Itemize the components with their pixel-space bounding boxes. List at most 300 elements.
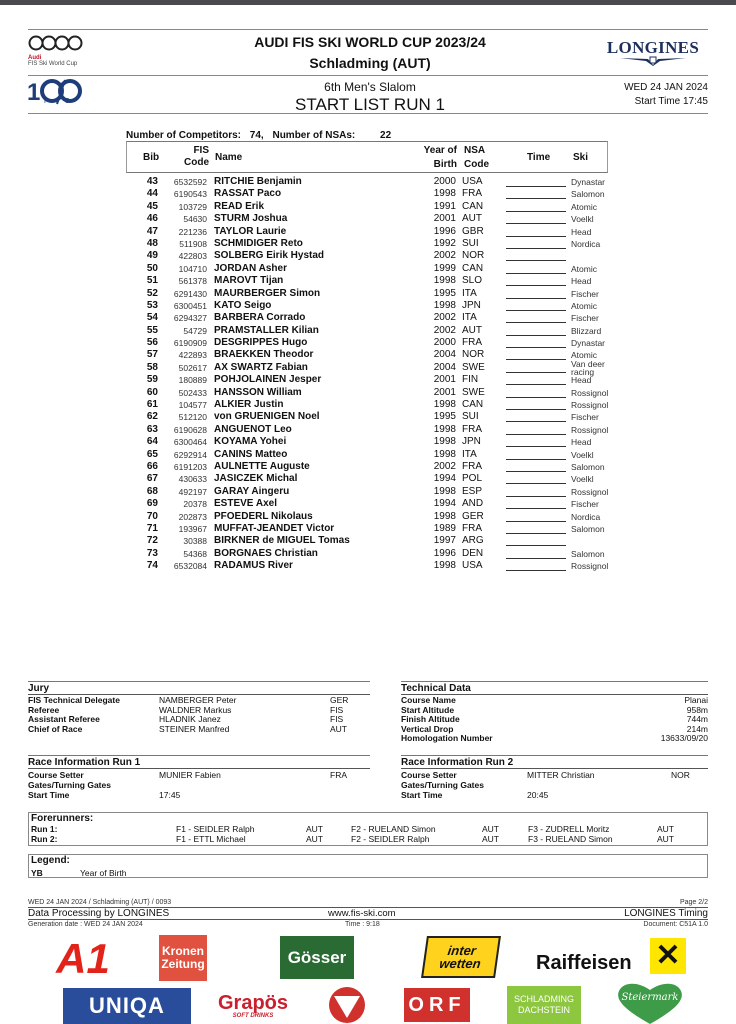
- jury-name: HLADNIK Janez: [159, 714, 221, 724]
- fis-code: 193967: [178, 523, 207, 534]
- audi-label: Audi: [28, 55, 42, 61]
- bib: 55: [146, 324, 158, 336]
- list-title: START LIST RUN 1: [295, 95, 445, 114]
- bib: 53: [146, 299, 158, 311]
- nsas-label: Number of NSAs:: [272, 130, 356, 141]
- competitors-summary: [126, 130, 391, 141]
- fis-code: 6532592: [173, 177, 207, 187]
- table-row: [126, 473, 616, 485]
- fis-code: 54729: [183, 325, 207, 336]
- footer-time: Time : 9:18: [345, 921, 380, 928]
- table-row: [126, 325, 616, 337]
- raiffeisen-cross-icon: ✕: [650, 938, 686, 974]
- ski-brand: Atomic: [571, 263, 597, 274]
- footer-reference: WED 24 JAN 2024 / Schladming (AUT) / 0093: [28, 899, 172, 906]
- jury-nation: GER: [330, 695, 349, 705]
- sponsor-goesser-logo: Gösser: [280, 936, 354, 979]
- fis-code: 6191203: [173, 461, 207, 472]
- event-title: AUDI FIS SKI WORLD CUP 2023/24: [254, 34, 486, 50]
- time-field: [506, 250, 566, 261]
- bib: 48: [146, 237, 158, 249]
- nsa-code: ITA: [462, 287, 477, 299]
- athlete-name: RADAMUS River: [214, 560, 293, 572]
- bib: 71: [146, 522, 158, 534]
- nsa-code: GBR: [462, 225, 484, 237]
- year-of-birth: 1997: [433, 535, 456, 547]
- competitors-label: Number of Competitors:: [126, 130, 241, 141]
- footer-rule-2: [28, 919, 708, 920]
- longines-wings-icon: [620, 56, 686, 66]
- technical-label: Course Name: [401, 695, 456, 705]
- technical-label: Vertical Drop: [401, 723, 454, 734]
- nsa-code: SUI: [462, 237, 479, 249]
- time-field: [506, 374, 566, 385]
- bib: 45: [146, 200, 158, 212]
- table-row: [126, 523, 616, 535]
- run1-course-setter-nation: FRA: [330, 770, 347, 780]
- svg-text:F: F: [44, 98, 49, 105]
- time-field: [506, 436, 566, 447]
- athlete-name: BORGNAES Christian: [214, 547, 318, 559]
- fis-code: 6532084: [173, 561, 207, 572]
- col-name: Name: [215, 152, 243, 163]
- jury-name: NAMBERGER Peter: [159, 695, 237, 705]
- col-bib: Bib: [143, 152, 160, 163]
- run1-title: Race Information Run 1: [28, 757, 370, 769]
- athlete-name: STURM Joshua: [214, 213, 288, 225]
- time-field: [506, 473, 566, 484]
- table-row: [126, 548, 616, 560]
- longines-logo-text: LONGINES: [606, 38, 700, 57]
- nsas-value: 22: [380, 130, 392, 141]
- year-of-birth: 2001: [433, 213, 456, 225]
- forerunner-run-label: Run 2:: [31, 833, 58, 844]
- venue-title: Schladming (AUT): [309, 55, 431, 71]
- col-nsa-2: Code: [464, 159, 489, 170]
- ski-brand: Head: [571, 437, 592, 448]
- bib: 49: [146, 250, 158, 262]
- fis-code: 54368: [183, 548, 207, 559]
- fis-code: 221236: [178, 226, 207, 237]
- bib: 64: [146, 436, 158, 448]
- bib: 63: [146, 423, 158, 435]
- time-field: [506, 325, 566, 336]
- nsa-code: DEN: [462, 547, 484, 559]
- ski-brand: Fischer: [571, 313, 599, 324]
- year-of-birth: 1989: [433, 522, 456, 534]
- col-time: Time: [527, 152, 551, 163]
- footer-website[interactable]: www.fis-ski.com: [328, 908, 396, 919]
- year-of-birth: 1998: [433, 510, 456, 522]
- forerunner-f1-nation: AUT: [306, 833, 323, 844]
- sponsor-raiffeisen-logo: Raiffeisen: [536, 951, 632, 974]
- nsa-code: SUI: [462, 411, 479, 423]
- time-field: [506, 201, 566, 212]
- bib: 74: [146, 560, 158, 572]
- table-row: [126, 188, 616, 200]
- table-row: [126, 498, 616, 510]
- run2-top-rule: [401, 755, 708, 756]
- year-of-birth: 1998: [433, 299, 456, 311]
- table-row: [126, 411, 616, 423]
- year-of-birth: 1998: [433, 436, 456, 448]
- fis-code: 104577: [178, 400, 207, 411]
- athlete-name: BRAEKKEN Theodor: [214, 349, 314, 361]
- table-row: [126, 449, 616, 461]
- sponsor-uniqa-logo: UNIQA: [63, 988, 191, 1024]
- ski-brand: Van deer racing: [571, 358, 605, 377]
- run1-gates-label: Gates/Turning Gates: [28, 780, 111, 790]
- bib: 54: [146, 312, 158, 324]
- svg-text:1: 1: [27, 79, 41, 106]
- time-field: [506, 560, 566, 571]
- bib: 47: [146, 225, 158, 237]
- table-row: [126, 511, 616, 523]
- bib: 61: [146, 399, 158, 411]
- athlete-name: MUFFAT-JEANDET Victor: [214, 522, 335, 534]
- col-ski: Ski: [573, 152, 589, 163]
- ski-brand: Salomon: [571, 189, 605, 200]
- table-row: [126, 337, 616, 349]
- year-of-birth: 2002: [433, 250, 456, 262]
- table-row: [126, 238, 616, 250]
- col-nsa-1: NSA: [464, 145, 486, 156]
- time-field: [506, 461, 566, 472]
- bib: 44: [146, 188, 158, 200]
- fis-code: 422803: [178, 251, 207, 262]
- year-of-birth: 2000: [433, 176, 456, 187]
- run1-top-rule: [28, 755, 370, 756]
- nsa-code: FRA: [462, 337, 482, 349]
- year-of-birth: 1998: [433, 485, 456, 497]
- bib: 57: [146, 349, 158, 361]
- year-of-birth: 1998: [433, 188, 456, 200]
- fis-code: 6190628: [173, 424, 207, 435]
- bib: 58: [146, 361, 158, 373]
- year-of-birth: 2002: [433, 460, 456, 472]
- fis-code: 502433: [178, 387, 207, 398]
- forerunner-f2-nation: AUT: [482, 833, 499, 844]
- event-name: 6th Men's Slalom: [324, 80, 416, 94]
- time-field: [506, 263, 566, 274]
- run2-title: Race Information Run 2: [401, 757, 708, 769]
- table-row: [126, 358, 616, 377]
- ski-brand: Nordica: [571, 238, 601, 249]
- ski-brand: Voelkl: [571, 474, 594, 485]
- time-field: [506, 275, 566, 286]
- footer-page: Page 2/2: [679, 899, 708, 906]
- technical-top-rule: [401, 681, 708, 682]
- jury-name: STEINER Manfred: [159, 723, 230, 734]
- ski-brand: Rossignol: [571, 561, 609, 572]
- run2-course-setter: MITTER Christian: [527, 770, 595, 780]
- ski-brand: Blizzard: [571, 325, 602, 336]
- nsa-code: FRA: [462, 522, 482, 534]
- ski-brand: Salomon: [571, 523, 605, 534]
- table-row: [126, 374, 616, 386]
- table-header: [126, 141, 608, 173]
- nsa-code: GER: [462, 510, 484, 522]
- col-yob-2: Birth: [433, 159, 457, 170]
- col-yob-1: Year of: [423, 145, 457, 156]
- table-row: [126, 226, 616, 238]
- bib: 69: [146, 498, 158, 510]
- bib: 56: [146, 337, 158, 349]
- jury-role: Referee: [28, 704, 60, 715]
- bib: 62: [146, 411, 158, 423]
- time-field: [506, 387, 566, 398]
- athlete-name: TAYLOR Laurie: [214, 225, 287, 237]
- ski-brand: Rossignol: [571, 400, 609, 411]
- athlete-name: PRAMSTALLER Kilian: [214, 324, 319, 336]
- time-field: [506, 349, 566, 360]
- nsa-code: CAN: [462, 399, 484, 411]
- time-field: [506, 424, 566, 435]
- time-field: [506, 449, 566, 460]
- time-field: [506, 548, 566, 559]
- ski-brand: Rossignol: [571, 424, 609, 435]
- table-row: [126, 201, 616, 213]
- table-row: [126, 300, 616, 312]
- fis-code: 512120: [178, 412, 207, 423]
- time-field: [506, 238, 566, 249]
- table-row: [126, 535, 616, 547]
- competitors-value: 74,: [249, 130, 264, 141]
- forerunner-f1: F1 - ETTL Michael: [176, 833, 246, 844]
- athlete-name: MAROVT Tijan: [214, 275, 284, 287]
- year-of-birth: 2002: [433, 312, 456, 324]
- table-row: [126, 312, 616, 324]
- run2-start-time-label: Start Time: [401, 790, 443, 800]
- nsa-code: USA: [462, 176, 483, 187]
- year-of-birth: 1996: [433, 225, 456, 237]
- audi-subtitle: FIS Ski World Cup: [28, 61, 78, 67]
- bib: 46: [146, 213, 158, 225]
- nsa-code: CAN: [462, 262, 484, 274]
- svg-text:S: S: [65, 98, 70, 105]
- fis-code: 561378: [178, 276, 207, 287]
- athlete-name: CANINS Matteo: [214, 448, 288, 460]
- forerunner-f3-nation: AUT: [657, 824, 674, 834]
- time-field: [506, 399, 566, 410]
- technical-value: 958m: [686, 704, 708, 715]
- jury-role: Chief of Race: [28, 723, 83, 734]
- athlete-name: JORDAN Asher: [214, 262, 287, 274]
- fis-code: 54630: [183, 214, 207, 225]
- forerunner-f1: F1 - SEIDLER Ralph: [176, 824, 255, 834]
- table-row: [126, 387, 616, 399]
- nsa-code: FRA: [462, 423, 482, 435]
- bib: 68: [146, 485, 158, 497]
- ski-brand: Voelkl: [571, 214, 594, 225]
- ski-brand: Head: [571, 276, 592, 287]
- table-row: [126, 461, 616, 473]
- sponsor-steiermark-heart-logo: [615, 982, 685, 1024]
- bib: 66: [146, 460, 158, 472]
- header-start-time: Start Time 17:45: [634, 96, 708, 107]
- technical-value: 13633/09/20: [660, 733, 708, 743]
- technical-title: Technical Data: [401, 683, 708, 695]
- jury-name: WALDNER Markus: [159, 704, 232, 715]
- nsa-code: AUT: [462, 324, 482, 336]
- nsa-code: ITA: [462, 448, 477, 460]
- header-mid-rule: [28, 75, 708, 76]
- fis-code: 30388: [183, 536, 207, 547]
- forerunner-f3: F3 - RUELAND Simon: [528, 833, 613, 844]
- fis-code: 202873: [178, 511, 207, 522]
- athlete-name: DESGRIPPES Hugo: [214, 337, 308, 349]
- nsa-code: ESP: [462, 485, 483, 497]
- ski-brand: Rossignol: [571, 486, 609, 497]
- table-row: [126, 263, 616, 275]
- athlete-name: JASICZEK Michal: [214, 473, 298, 485]
- bib: 72: [146, 535, 158, 547]
- legend-title: Legend:: [31, 855, 70, 866]
- fis-code: 422893: [178, 350, 207, 361]
- year-of-birth: 1994: [433, 498, 456, 510]
- athlete-name: BIRKNER de MIGUEL Tomas: [214, 535, 350, 547]
- nsa-code: SLO: [462, 275, 483, 287]
- ski-brand: Head: [571, 375, 592, 386]
- year-of-birth: 1995: [433, 411, 456, 423]
- time-field: [506, 411, 566, 422]
- table-row: [126, 486, 616, 498]
- fis-code: 430633: [178, 474, 207, 485]
- fis-code: 492197: [178, 486, 207, 497]
- time-field: [506, 523, 566, 534]
- fis-code: 6300464: [173, 437, 207, 448]
- run1-course-setter: MUNIER Fabien: [159, 770, 221, 780]
- year-of-birth: 1998: [433, 448, 456, 460]
- forerunners-title: Forerunners:: [31, 813, 94, 824]
- nsa-code: ITA: [462, 312, 477, 324]
- ski-brand: Dynastar: [571, 177, 606, 187]
- run1-start-time: 17:45: [159, 790, 181, 800]
- nsa-code: AND: [462, 498, 484, 510]
- athlete-name: ALKIER Justin: [214, 399, 284, 411]
- time-field: [506, 213, 566, 224]
- athlete-name: SCHMIDIGER Reto: [214, 237, 303, 249]
- nsa-code: AUT: [462, 213, 482, 225]
- athlete-name: KOYAMA Yohei: [214, 436, 287, 448]
- nsa-code: SWE: [462, 386, 485, 398]
- audi-rings-logo: [28, 35, 84, 51]
- legend-abbr: YB: [31, 868, 43, 878]
- time-field: [506, 486, 566, 497]
- year-of-birth: 1996: [433, 547, 456, 559]
- athlete-name: RITCHIE Benjamin: [214, 176, 302, 187]
- athlete-name: AULNETTE Auguste: [214, 460, 310, 472]
- fis-code: 511908: [179, 238, 207, 249]
- sponsor-grapos-logo: Grapös SOFT DRINKS: [217, 992, 289, 1019]
- year-of-birth: 1992: [433, 237, 456, 249]
- ski-brand: Head: [571, 226, 592, 237]
- year-of-birth: 2001: [433, 386, 456, 398]
- nsa-code: JPN: [462, 299, 481, 311]
- time-field: [506, 535, 566, 546]
- fis-code: 6294327: [173, 313, 207, 324]
- fis-code: 180889: [178, 375, 207, 386]
- technical-value: 744m: [686, 714, 708, 724]
- ski-brand: Atomic: [571, 350, 597, 361]
- time-field: [506, 337, 566, 348]
- athlete-name: BARBERA Corrado: [214, 312, 306, 324]
- nsa-code: POL: [462, 473, 483, 485]
- sponsor-a1-logo: A1: [56, 935, 110, 982]
- bib: 59: [146, 374, 158, 386]
- year-of-birth: 1991: [433, 200, 456, 212]
- window-top-bar: [0, 0, 736, 5]
- ski-brand: Atomic: [571, 201, 597, 212]
- athlete-name: GARAY Aingeru: [214, 485, 290, 497]
- athlete-name: KATO Seigo: [214, 299, 272, 311]
- jury-nation: FIS: [330, 704, 344, 715]
- athlete-name: ESTEVE Axel: [214, 498, 277, 510]
- ski-brand: Voelkl: [571, 449, 594, 460]
- jury-nation: AUT: [330, 723, 347, 734]
- nsa-code: ARG: [462, 535, 484, 547]
- forerunner-f2: F2 - RUELAND Simon: [351, 824, 436, 834]
- ski-brand: Fischer: [571, 412, 599, 423]
- nsa-code: FRA: [462, 460, 482, 472]
- run1-course-setter-label: Course Setter: [28, 770, 84, 780]
- sponsor-schladming-dachstein-logo: SCHLADMING DACHSTEIN: [507, 986, 581, 1024]
- fis-code: 6190909: [173, 338, 207, 349]
- run2-course-setter-label: Course Setter: [401, 770, 457, 780]
- bib: 73: [146, 547, 158, 559]
- legend-box: [28, 854, 708, 878]
- time-field: [506, 362, 566, 373]
- bib: 70: [146, 510, 158, 522]
- fis-code: 104710: [178, 263, 207, 274]
- time-field: [506, 226, 566, 237]
- fis-code: 6190543: [173, 189, 207, 200]
- table-row: [126, 213, 616, 225]
- athlete-name: von GRUENIGEN Noel: [214, 411, 320, 423]
- year-of-birth: 1998: [433, 275, 456, 287]
- year-of-birth: 2000: [433, 337, 456, 349]
- year-of-birth: 1998: [433, 423, 456, 435]
- athlete-name: ANGUENOT Leo: [214, 423, 292, 435]
- forerunner-f2-nation: AUT: [482, 824, 499, 834]
- fis-code: 20378: [183, 499, 207, 510]
- jury-top-rule: [28, 681, 370, 682]
- year-of-birth: 2002: [433, 324, 456, 336]
- jury-role: FIS Technical Delegate: [28, 695, 120, 705]
- technical-label: Finish Altitude: [401, 714, 460, 724]
- bib: 51: [146, 275, 158, 287]
- sponsor-orf-logo: ORF: [404, 988, 470, 1022]
- bib: 43: [146, 176, 158, 187]
- year-of-birth: 1995: [433, 287, 456, 299]
- fis-code: 103729: [178, 201, 207, 212]
- ski-brand: Salomon: [571, 548, 605, 559]
- col-fis-code-2: Code: [184, 157, 209, 168]
- fis-code: 6300451: [173, 300, 207, 311]
- time-field: [506, 288, 566, 299]
- ski-brand: Rossignol: [571, 387, 609, 398]
- table-row: [126, 275, 616, 287]
- bib: 67: [146, 473, 158, 485]
- table-row: [126, 288, 616, 300]
- athlete-name: MAURBERGER Simon: [214, 287, 321, 299]
- footer-generation-date: Generation date : WED 24 JAN 2024: [28, 921, 143, 928]
- bib: 65: [146, 448, 158, 460]
- ski-brand: Fischer: [571, 499, 599, 510]
- time-field: [506, 312, 566, 323]
- nsa-code: JPN: [462, 436, 481, 448]
- year-of-birth: 1998: [433, 399, 456, 411]
